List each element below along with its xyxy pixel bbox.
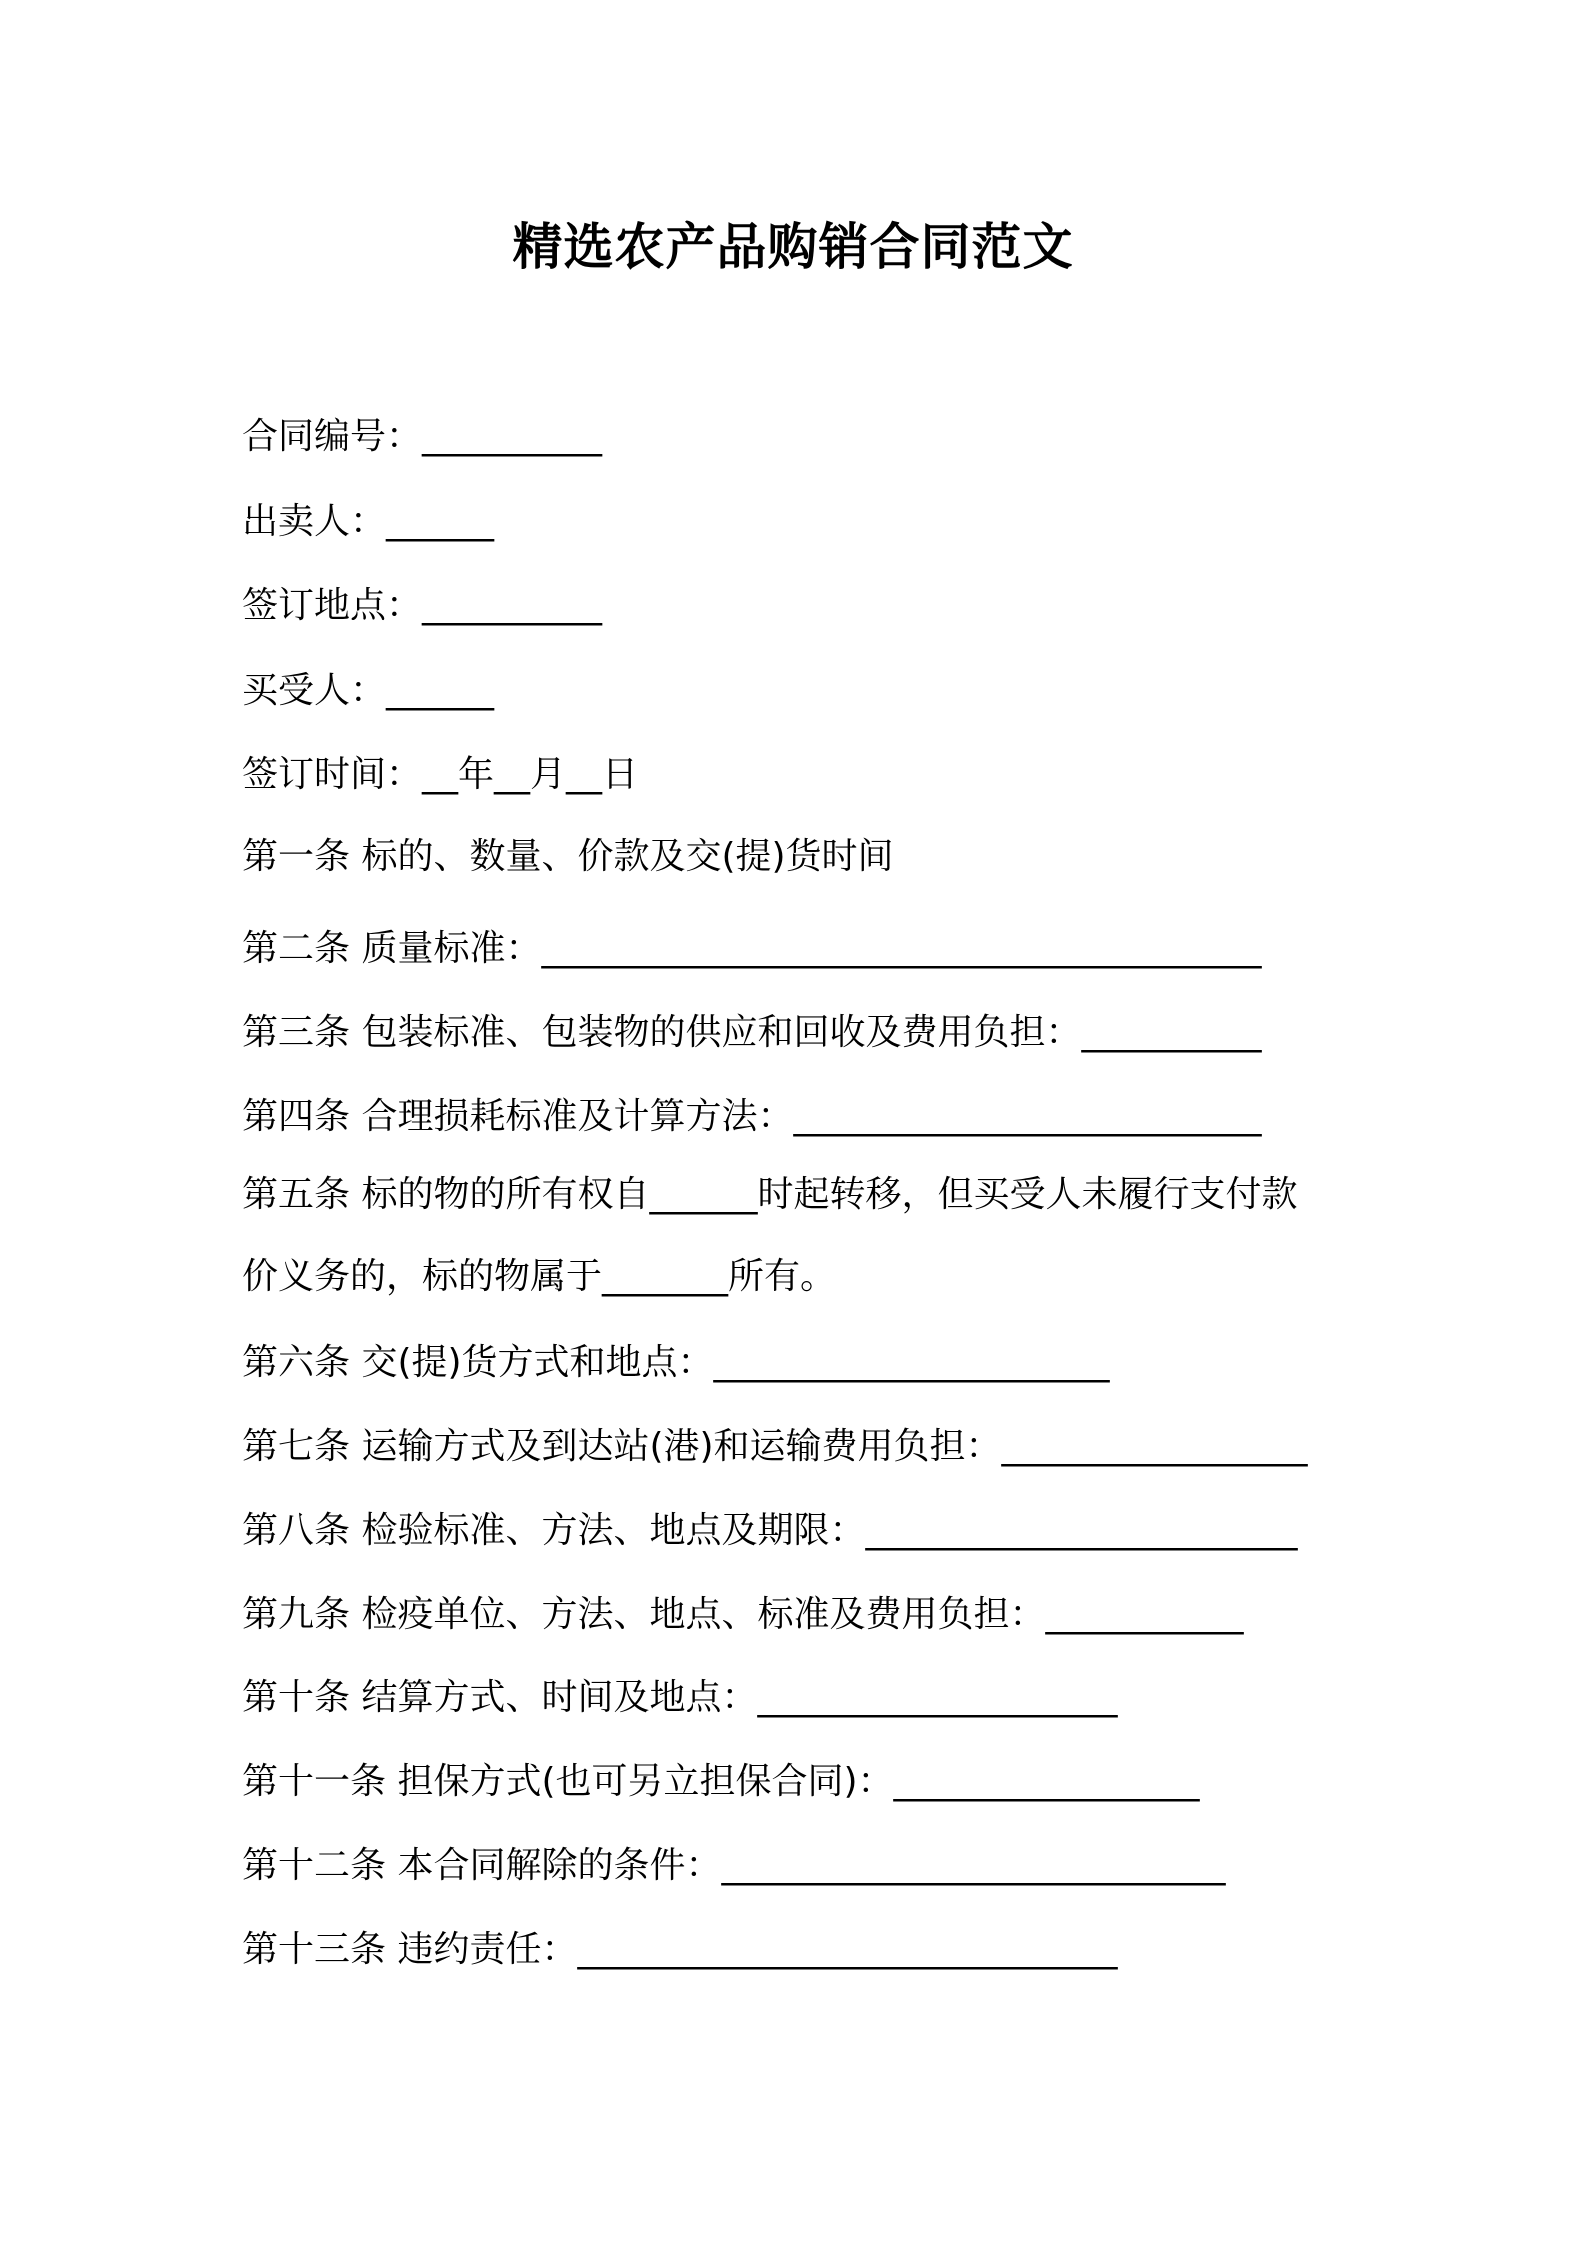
contract-number-line: 合同编号：__________: [242, 416, 603, 457]
article-10: 第十条 结算方式、时间及地点：____________________: [242, 1677, 1118, 1718]
article-12: 第十二条 本合同解除的条件：____________________________: [242, 1845, 1226, 1886]
article-5: 第五条 标的物的所有权自______时起转移，但买受人未履行支付款: [242, 1174, 1298, 1215]
signing-date-line: 签订时间：__年__月__日: [242, 754, 639, 795]
article-13: 第十三条 违约责任：______________________________: [242, 1929, 1118, 1970]
article-3: 第三条 包装标准、包装物的供应和回收及费用负担：__________: [242, 1012, 1262, 1053]
article-6: 第六条 交(提)货方式和地点：______________________: [242, 1342, 1110, 1383]
buyer-line: 买受人：______: [242, 670, 495, 711]
article-5-continued: 价义务的，标的物属于_______所有。: [242, 1256, 837, 1297]
article-2: 第二条 质量标准：________________________________________: [242, 928, 1262, 969]
signing-place-line: 签订地点：__________: [242, 585, 603, 626]
article-9: 第九条 检疫单位、方法、地点、标准及费用负担：___________: [242, 1594, 1244, 1635]
article-8: 第八条 检验标准、方法、地点及期限：________________________: [242, 1510, 1298, 1551]
article-11: 第十一条 担保方式(也可另立担保合同)：_________________: [242, 1761, 1200, 1802]
article-1: 第一条 标的、数量、价款及交(提)货时间: [242, 836, 894, 877]
seller-line: 出卖人：______: [242, 501, 495, 542]
article-4: 第四条 合理损耗标准及计算方法：__________________________: [242, 1096, 1262, 1137]
document-title: 精选农产品购销合同范文: [512, 218, 1074, 276]
article-7: 第七条 运输方式及到达站(港)和运输费用负担：_________________: [242, 1426, 1308, 1467]
